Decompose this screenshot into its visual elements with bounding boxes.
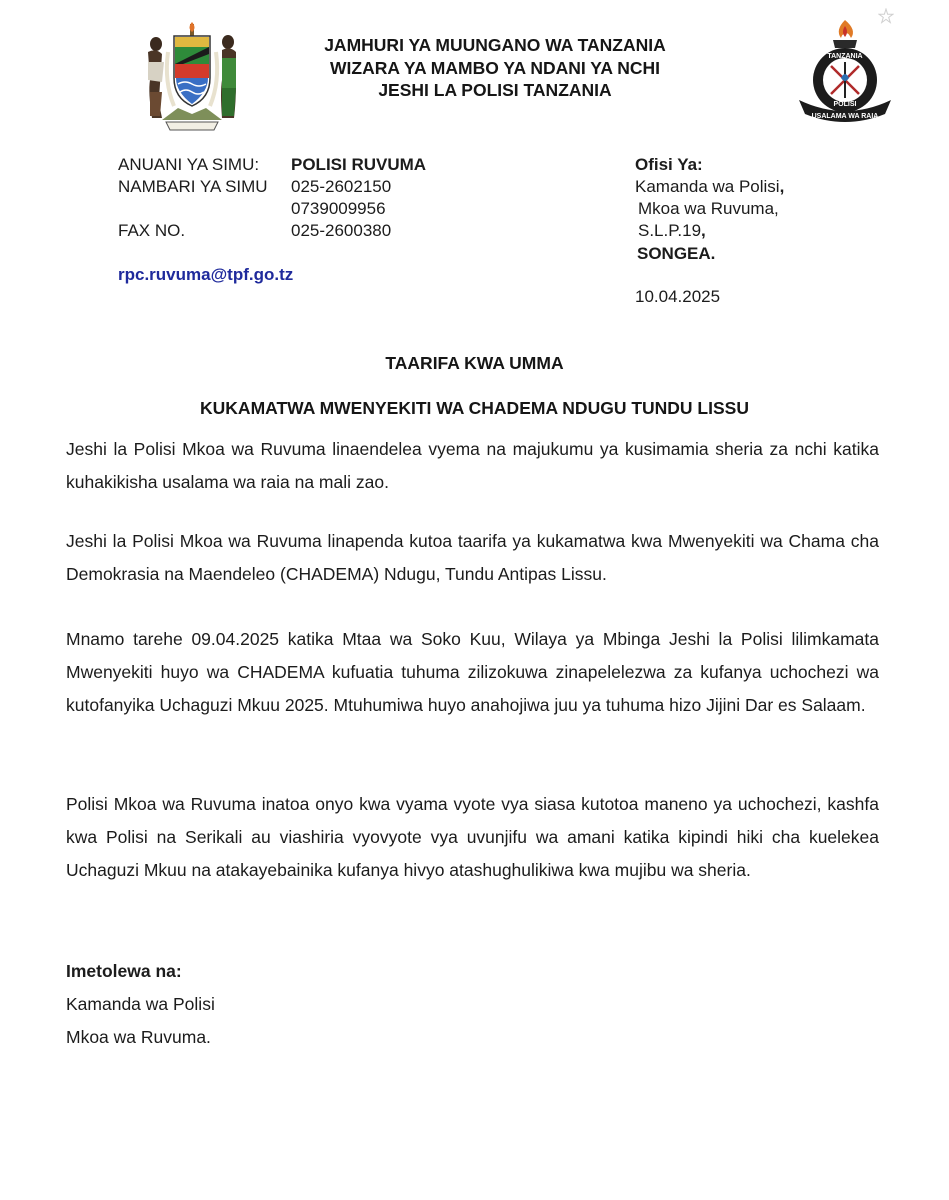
coat-of-arms-emblem [138, 22, 246, 134]
office-line-town: SONGEA. [637, 244, 716, 263]
email-address: rpc.ruvuma@tpf.go.tz [118, 265, 294, 284]
office-pobox-text: S.L.P.19 [638, 221, 702, 240]
paragraph-1: Jeshi la Polisi Mkoa wa Ruvuma linaendelea vyema na majukumu ya kusimamia sheria za nchi katika kuhakikisha usalama wa raia na mali zao. [66, 439, 879, 492]
header-republic: JAMHURI YA MUUNGANO WA TANZANIA [324, 35, 666, 55]
police-emblem-bottom-text: USALAMA WA RAIA [811, 113, 879, 120]
office-line-region: Mkoa wa Ruvuma, [638, 199, 779, 218]
office-label: Ofisi Ya: [635, 155, 703, 174]
office-commander-text: Kamanda wa Polisi [635, 177, 780, 196]
police-emblem-top-text: TANZANIA [827, 53, 863, 60]
notice-subject: KUKAMATWA MWENYEKITI WA CHADEMA NDUGU TUNDU LISSU [200, 398, 749, 418]
phone-number-1: 025-2602150 [291, 177, 392, 196]
fax-label: FAX NO. [118, 221, 186, 240]
phone-number-2: 0739009956 [291, 199, 386, 218]
header-ministry: WIZARA YA MAMBO YA NDANI YA NCHI [330, 58, 660, 78]
signatory-title: Kamanda wa Polisi [66, 994, 215, 1014]
header-police: JESHI LA POLISI TANZANIA [378, 80, 612, 100]
notice-title: TAARIFA KWA UMMA [385, 353, 564, 373]
document-date: 10.04.2025 [635, 287, 721, 306]
police-emblem [793, 18, 897, 124]
phone-label: NAMBARI YA SIMU [118, 177, 268, 196]
paragraph-3: Mnamo tarehe 09.04.2025 katika Mtaa wa Soko Kuu, Wilaya ya Mbinga Jeshi la Polisi lilimkamata Mwenyekiti huyo wa CHADEMA kufuatia tuhuma zilizokuwa zinapelelezwa za kufanya uchochezi wa kutofanyika Uchaguzi Mkuu 2025. Mtuhumiwa huyo anahojiwa juu ya tuhuma hizo Jijini Dar es Salaam. [66, 629, 879, 715]
office-pobox-punct: , [701, 221, 706, 240]
police-emblem-middle-text: POLISI [833, 101, 857, 108]
telegraphic-address-value: POLISI RUVUMA [291, 155, 427, 174]
paragraph-4: Polisi Mkoa wa Ruvuma inatoa onyo kwa vyama vyote vya siasa kutotoa maneno ya uchochezi, kashfa kwa Polisi na Serikali au viashiria vyovyote vya uvunjifu wa amani katika kipindi hiki cha kuelekea Uchaguzi Mkuu na atakayebainika kufanya hivyo atashughulikiwa kwa mujibu wa sheria. [66, 794, 879, 880]
paragraph-2: Jeshi la Polisi Mkoa wa Ruvuma linapenda kutoa taarifa ya kukamatwa kwa Mwenyekiti wa Chama cha Demokrasia na Maendeleo (CHADEMA) Ndugu, Tundu Antipas Lissu. [66, 531, 879, 584]
telegraphic-address-label: ANUANI YA SIMU: [118, 155, 260, 174]
office-line-pobox [638, 220, 706, 242]
signatory-region: Mkoa wa Ruvuma. [66, 1027, 211, 1047]
office-line-commander [635, 176, 784, 198]
fax-number: 025-2600380 [291, 221, 392, 240]
star-watermark-icon [878, 8, 894, 24]
office-commander-punct: , [779, 177, 785, 196]
issued-by-label: Imetolewa na: [66, 961, 182, 981]
